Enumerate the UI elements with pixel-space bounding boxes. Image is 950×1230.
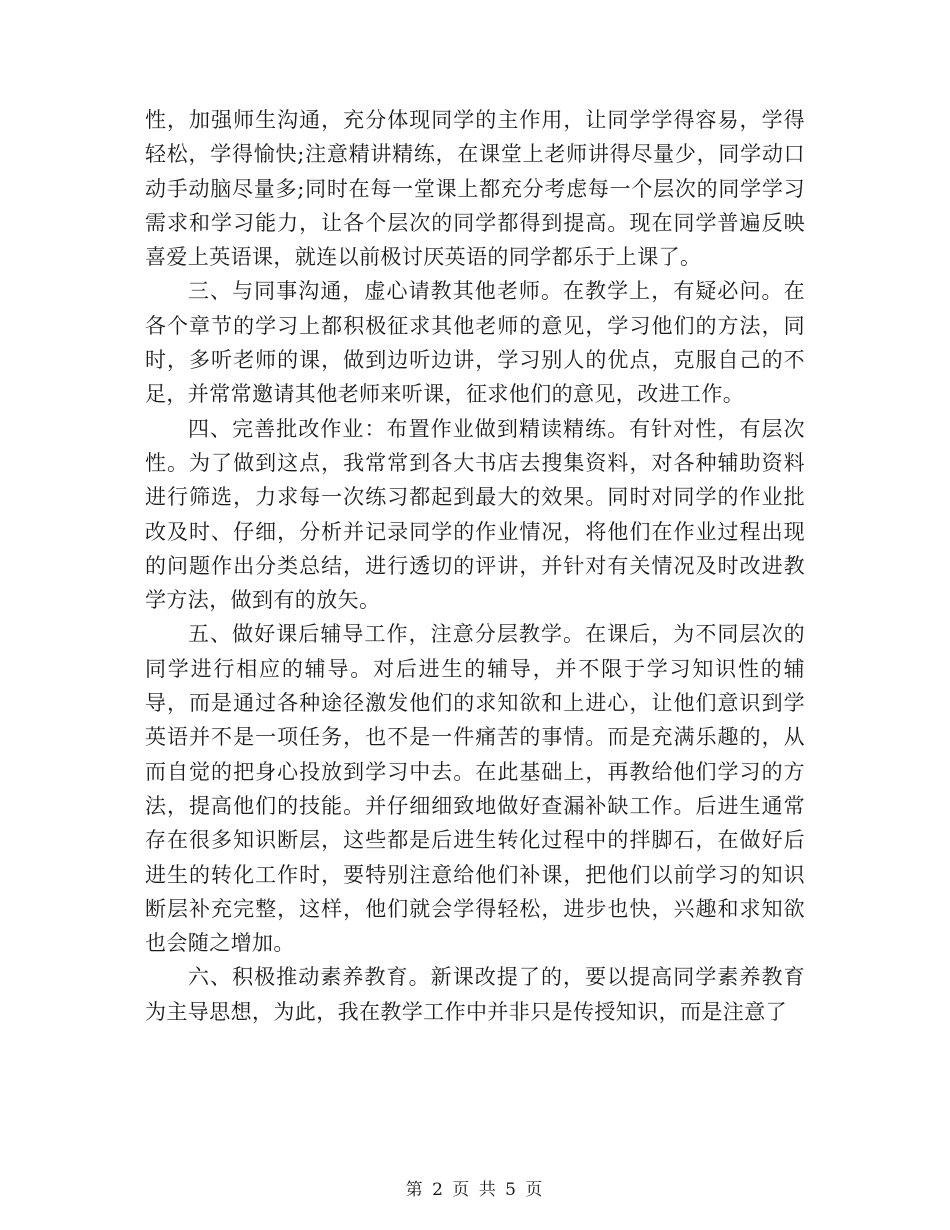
paragraph-4: 五、做好课后辅导工作，注意分层教学。在课后，为不同层次的同学进行相应的辅导。对后进生的辅导，并不限于学习知识性的辅导，而是通过各种途径激发他们的求知欲和上进心，让他们意识到学英语并不是一项任务，也不是一件痛苦的事情。而是充满乐趣的，从而自觉的把身心投放到学习中去。在此基础上，再教给他们学习的方法，提高他们的技能。并仔细细致地做好查漏补缺工作。后进生通常存在很多知识断层，这些都是后进生转化过程中的拌脚石，在做好后进生的转化工作时，要特别注意给他们补课，把他们以前学习的知识断层补充完整，这样，他们就会学得轻松，进步也快，兴趣和求知欲也会随之增加。 xyxy=(145,622,805,956)
paragraph-5: 六、积极推动素养教育。新课改提了的，要以提高同学素养教育为主导思想，为此，我在教学工作中并非只是传授知识，而是注意了 xyxy=(145,965,805,1024)
page-number-footer: 第 2 页 共 5 页 xyxy=(405,1180,545,1200)
paragraph-1: 性，加强师生沟通，充分体现同学的主作用，让同学学得容易，学得轻松，学得愉快;注意精讲精练，在课堂上老师讲得尽量少，同学动口动手动脑尽量多;同时在每一堂课上都充分考虑每一个层次的同学学习需求和学习能力，让各个层次的同学都得到提高。现在同学普遍反映喜爱上英语课，就连以前极讨厌英语的同学都乐于上课了。 xyxy=(145,108,805,270)
paragraph-3: 四、完善批改作业：布置作业做到精读精练。有针对性，有层次性。为了做到这点，我常常到各大书店去搜集资料，对各种辅助资料进行筛选，力求每一次练习都起到最大的效果。同时对同学的作业批改及时、仔细，分析并记录同学的作业情况，将他们在作业过程出现的问题作出分类总结，进行透切的评讲，并针对有关情况及时改进教学方法，做到有的放矢。 xyxy=(145,416,805,613)
paragraph-2: 三、与同事沟通，虚心请教其他老师。在教学上，有疑必问。在各个章节的学习上都积极征求其他老师的意见，学习他们的方法，同时，多听老师的课，做到边听边讲，学习别人的优点，克服自己的不足，并常常邀请其他老师来听课，征求他们的意见，改进工作。 xyxy=(145,279,805,407)
document-body xyxy=(145,103,805,1029)
